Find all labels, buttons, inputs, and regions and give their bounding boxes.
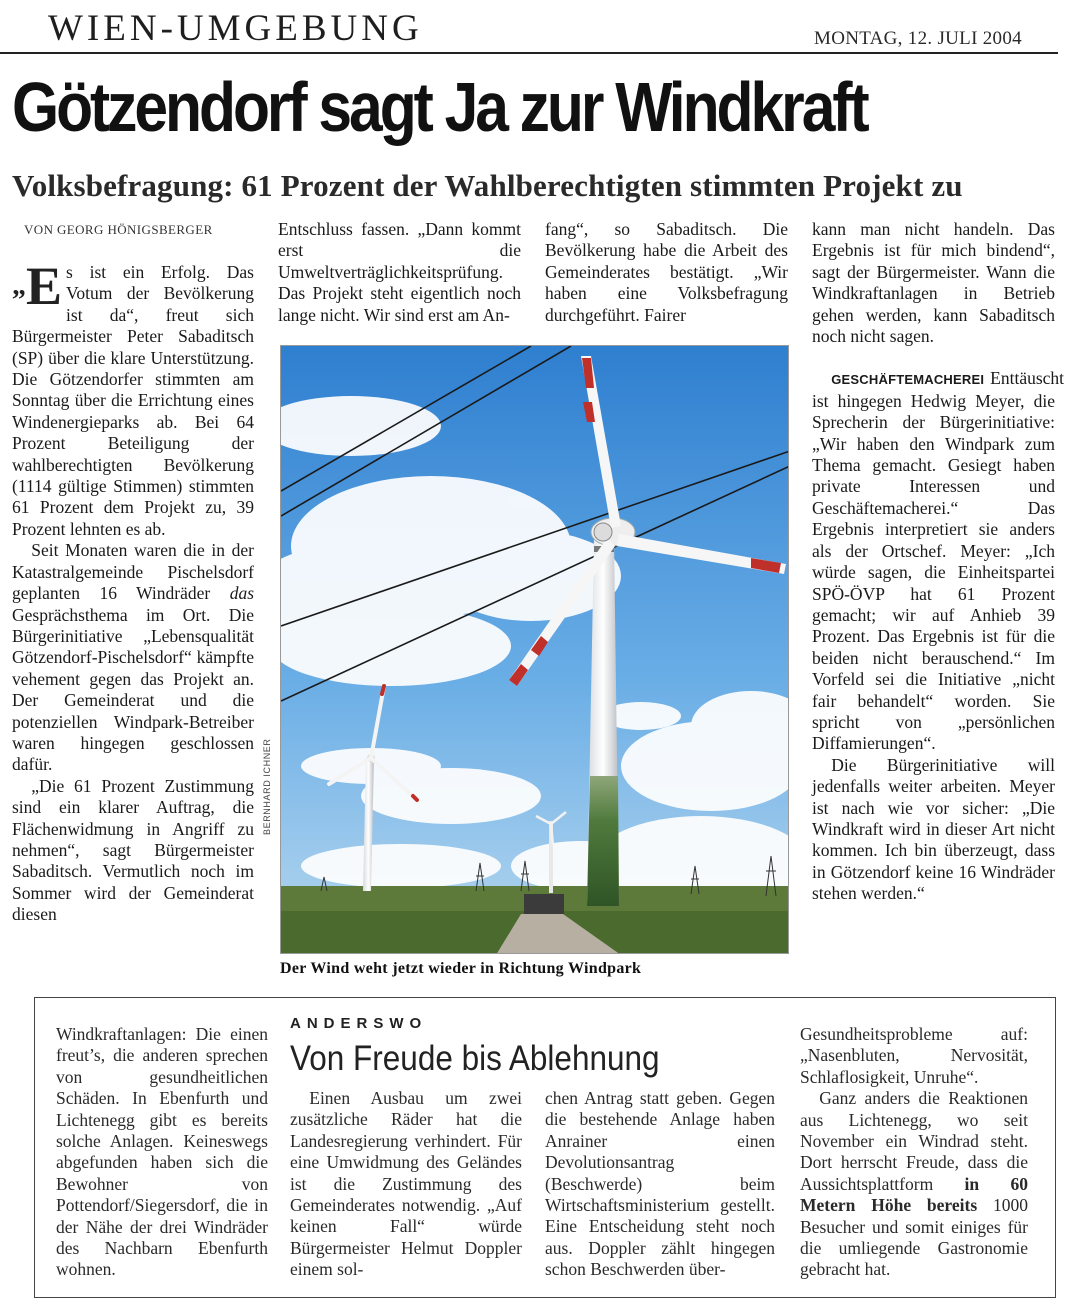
sidebar-column-4-text-a: Ganz anders die Reaktionen aus Lichtenegg, wo seit November ein Windrad steht. Dort herrscht Freude, dass die Aussichtsplattform — [800, 1088, 1028, 1194]
paragraph-1-text: s ist ein Erfolg. Das Votum der Bevölkerung ist da“, freut sich Bürgermeister Peter Sabaditsch (SP) über die klare Unterstützung. Die Götzendorfer stimmten am Sonntag über die Errichtung eines Windenergieparks ab. Bei 64 Prozent Beteiligung der wahlberechtigten Bevölkerung (1114 gültige Stimmen) stimmten 61 Prozent dem Projekt zu, 39 Prozent lehnten es ab. — [12, 262, 254, 539]
issue-date: MONTAG, 12. JULI 2004 — [814, 28, 1022, 49]
column-4-paragraph-2 — [812, 368, 1065, 754]
sidebar-column-4-text-b: 1000 Besucher und somit einiges für die umliegende Gastronomie gebracht hat. — [800, 1195, 1028, 1280]
column-4-paragraph-2-text: Enttäuscht ist hingegen Hedwig Meyer, die Sprecherin der Bürgerinitiative: „Wir haben den Windpark zum Thema gemacht. Gesiegt haben private Interessen und Geschäftemacherei.“ Das Ergebnis interpretiert sie anders als der Ortschef. Meyer: „Ich würde sagen, die Einheitspartei SPÖ-ÖVP hat 61 Prozent gemacht; wir auf Anhieb 39 Prozent. Das Ergebnis ist für die beiden nicht berauschend.“ Im Vorfeld sei die Initiative „nicht fair behandelt“ worden. Sie spricht von „persönlichen Diffamierungen“. — [812, 368, 1065, 754]
subhead: GESCHÄFTEMACHEREI — [831, 372, 985, 388]
sidebar-column-2 — [290, 1088, 522, 1281]
sidebar-column-4-paragraph-1: Gesundheitsprobleme auf: „Nasenbluten, Nervosität, Schlaflosigkeit, Unruhe“. — [800, 1024, 1028, 1087]
sidebar-title: Von Freude bis Ablehnung — [290, 1039, 660, 1078]
sidebar-column-1-text: Windkraftanlagen: Die einen freut’s, die anderen sprechen von gesundheitlichen Schäden. In Ebenfurth und Lichtenegg gibt es bereits solche Anlagen. Keineswegs abgefunden haben sich die Bewohner von Pottendorf/Siegersdorf, die in der Nähe der drei Windräder des Nachbarn Ebenfurth wohnen. — [56, 1024, 268, 1280]
headline: Götzendorf sagt Ja zur Windkraft — [12, 68, 867, 146]
substation — [524, 894, 564, 914]
dropcap-letter: E — [26, 256, 63, 316]
paragraph-1 — [12, 256, 254, 540]
photo-illustration — [281, 346, 789, 954]
sidebar-column-2-text: Einen Ausbau um zwei zusätzliche Räder hat die Landesregierung verhindert. Für eine Umwidmung des Geländes ist die Zustimmung des Gemeinderates notwendig. „Auf keinen Fall“ würde Bürgermeister Helmut Doppler einem sol- — [290, 1088, 522, 1280]
header-rule — [0, 52, 1058, 54]
photo-caption: Der Wind weht jetzt wieder in Richtung Windpark — [280, 960, 642, 977]
paragraph-2-text-a: Seit Monaten waren die in der Katastralgemeinde Pischelsdorf geplanten 16 Windräder — [12, 540, 254, 604]
paragraph-2-text-b: Gesprächsthema im Ort. Die Bürgerinitiative „Lebensqualität Götzendorf-Pischelsdorf“ kämpfte vehement gegen das Projekt an. Der Gemeinderat und die potenziellen Windpark-Betreiber waren hingegen geschlossen dafür. — [12, 604, 254, 775]
column-3-text: fang“, so Sabaditsch. Die Bevölkerung habe die Arbeit des Gemeinderates bestätigt. „Wir haben eine Volksbefragung durchgeführt. Fairer — [545, 219, 788, 325]
article-column-3 — [545, 219, 788, 326]
column-4-paragraph-3: Die Bürgerinitiative will jedenfalls weiter arbeiten. Meyer ist nach wie vor sicher: „Die Windkraft wird in dieser Art nicht kommen. Ich bin überzeugt, dass in Götzendorf keine 16 Windräder stehen werden.“ — [812, 754, 1055, 904]
paragraph-2 — [12, 540, 254, 775]
sidebar-column-3 — [545, 1088, 775, 1281]
paragraph-3: „Die 61 Prozent Zustimmung sind ein klarer Auftrag, die Flächenwidmung in Angriff zu nehmen“, sagt Bürgermeister Sabaditsch. Vermutlich noch im Sommer wird der Gemeinderat diesen — [12, 775, 254, 925]
sidebar-kicker: ANDERSWO — [290, 1015, 428, 1032]
sidebar-column-4-paragraph-2 — [800, 1088, 1028, 1281]
sidebar-column-4-bold: in 60 Metern Höhe bereits — [800, 1173, 1028, 1216]
dropcap — [12, 256, 63, 316]
byline: VON GEORG HÖNIGSBERGER — [24, 222, 213, 237]
column-2-text: Entschluss fassen. „Dann kommt erst die Umweltverträglichkeitsprüfung. Das Projekt steht eigentlich noch lange nicht. Wir sind erst am An- — [278, 219, 521, 325]
sidebar-column-3-text: chen Antrag statt geben. Gegen die bestehende Anlage haben Anrainer einen Devolutionsantrag (Beschwerde) beim Wirtschaftsministerium gestellt. Eine Entscheidung steht noch aus. Doppler zählt hingegen schon Beschwerden über- — [545, 1088, 775, 1280]
article-column-4 — [812, 219, 1065, 905]
dropcap-quote: „ — [12, 270, 26, 301]
subheadline: Volksbefragung: 61 Prozent der Wahlberechtigten stimmten Projekt zu — [12, 168, 963, 203]
article-column-2 — [278, 219, 521, 326]
column-4-paragraph-1: kann man nicht handeln. Das Ergebnis ist für mich bindend“, sagt der Bürgermeister. Wann die Windkraftanlagen in Betrieb gehen werden, kann Sabaditsch noch nicht sagen. — [812, 219, 1055, 347]
article-column-1 — [12, 256, 254, 926]
paragraph-2-emphasis: das — [229, 583, 254, 604]
sidebar-column-4 — [800, 1024, 1028, 1281]
sidebar-column-1 — [56, 1024, 268, 1281]
photo-credit: BERNHARD ICHNER — [262, 738, 272, 835]
section-header: WIEN-UMGEBUNG — [48, 8, 423, 49]
wind-turbine-photo — [280, 345, 789, 954]
